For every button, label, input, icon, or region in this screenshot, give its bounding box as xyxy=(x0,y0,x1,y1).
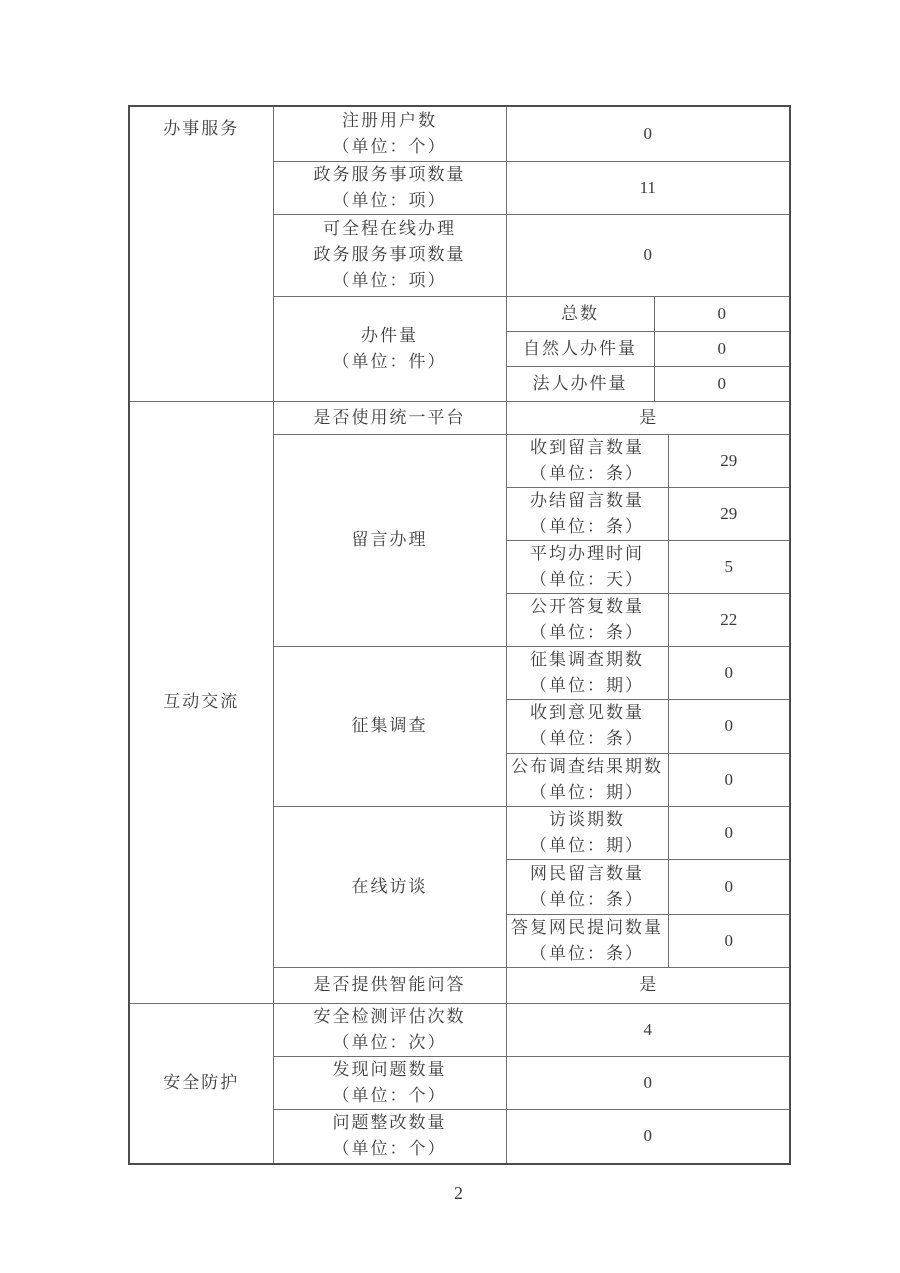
sub-label-opinions-received xyxy=(506,699,668,753)
unit-line: （单位：个） xyxy=(332,1085,447,1105)
label-line: 公开答复数量 xyxy=(530,596,644,616)
label-line: 安全检测评估次数 xyxy=(313,1006,466,1026)
section-label-banshi-fuwu: 办事服务 xyxy=(129,106,273,401)
row-value-problems-found: 0 xyxy=(506,1056,790,1109)
row-value-security-checks: 4 xyxy=(506,1003,790,1056)
label-line: 发现问题数量 xyxy=(332,1059,447,1079)
row-label-unified-platform: 是否使用统一平台 xyxy=(273,401,506,434)
row-value-problems-fixed: 0 xyxy=(506,1109,790,1164)
group-label-zhengji-diaocha: 征集调查 xyxy=(273,646,506,806)
label-line: 办结留言数量 xyxy=(530,490,644,510)
sub-value-netizen-replies: 0 xyxy=(668,914,790,967)
row-value-service-items: 11 xyxy=(506,161,790,214)
unit-line: （单位：条） xyxy=(530,943,644,963)
sub-label-survey-periods xyxy=(506,646,668,699)
sub-value-messages-completed: 29 xyxy=(668,487,790,540)
page-number: 2 xyxy=(454,1183,463,1203)
row-value-online-items: 0 xyxy=(506,214,790,296)
unit-line: （单位：条） xyxy=(530,889,644,909)
group-label-zaixian-fangtan: 在线访谈 xyxy=(273,806,506,967)
sub-label-legal-person: 法人办件量 xyxy=(506,366,654,401)
label-line: 答复网民提问数量 xyxy=(511,917,663,937)
row-value-unified-platform: 是 xyxy=(506,401,790,434)
label-line: 可全程在线办理 xyxy=(323,219,456,238)
label-line: 访谈期数 xyxy=(549,809,625,829)
group-label-banjianliang xyxy=(273,296,506,401)
unit-line: （单位：个） xyxy=(332,1139,447,1159)
sub-label-netizen-replies xyxy=(506,914,668,967)
group-label-liuyan-banli: 留言办理 xyxy=(273,434,506,646)
unit-line: （单位：期） xyxy=(530,835,644,855)
sub-value-public-replies: 22 xyxy=(668,593,790,646)
label-line: 公布调查结果期数 xyxy=(511,756,663,776)
sub-value-netizen-messages: 0 xyxy=(668,859,790,914)
row-label-smart-qa: 是否提供智能问答 xyxy=(273,967,506,1003)
section-label-hudong-jiaoliu: 互动交流 xyxy=(129,401,273,1003)
unit-line: （单位：个） xyxy=(332,136,447,156)
unit-line: （单位：期） xyxy=(530,782,644,802)
unit-line: （单位：项） xyxy=(332,271,447,290)
table-row xyxy=(129,106,790,161)
row-label-service-items xyxy=(273,161,506,214)
sub-value-survey-periods: 0 xyxy=(668,646,790,699)
sub-value-messages-received: 29 xyxy=(668,434,790,487)
label-line: 办件量 xyxy=(361,325,418,345)
label-line: 网民留言数量 xyxy=(530,863,644,883)
unit-line: （单位：条） xyxy=(530,729,644,748)
row-value-smart-qa: 是 xyxy=(506,967,790,1003)
unit-line: （单位：件） xyxy=(332,351,447,371)
sub-value-total: 0 xyxy=(654,296,790,331)
label-line: 问题整改数量 xyxy=(332,1113,447,1133)
label-line: 注册用户数 xyxy=(342,110,437,130)
row-label-problems-found xyxy=(273,1056,506,1109)
table-row xyxy=(129,1003,790,1056)
sub-label-messages-received xyxy=(506,434,668,487)
section-label-anquan-fanghu: 安全防护 xyxy=(129,1003,273,1164)
sub-label-messages-completed xyxy=(506,487,668,540)
row-label-online-items xyxy=(273,214,506,296)
sub-value-natural-person: 0 xyxy=(654,331,790,366)
label-line: 征集调查期数 xyxy=(530,649,644,669)
label-line: 政务服务事项数量 xyxy=(313,164,466,184)
table-row xyxy=(129,401,790,434)
sub-value-opinions-received: 0 xyxy=(668,699,790,753)
sub-value-results-published: 0 xyxy=(668,753,790,806)
label-line: 平均办理时间 xyxy=(530,543,644,563)
unit-line: （单位：条） xyxy=(530,516,644,536)
sub-label-avg-handle-time xyxy=(506,540,668,593)
sub-label-natural-person: 自然人办件量 xyxy=(506,331,654,366)
label-line: 收到留言数量 xyxy=(530,437,644,457)
unit-line: （单位：天） xyxy=(530,569,644,589)
sub-value-legal-person: 0 xyxy=(654,366,790,401)
row-value-registered-users: 0 xyxy=(506,106,790,161)
sub-label-public-replies xyxy=(506,593,668,646)
sub-value-interview-periods: 0 xyxy=(668,806,790,859)
label-line: 收到意见数量 xyxy=(530,703,644,722)
unit-line: （单位：项） xyxy=(332,190,447,210)
unit-line: （单位：条） xyxy=(530,622,644,642)
annual-report-table xyxy=(128,105,791,1165)
sub-value-avg-handle-time: 5 xyxy=(668,540,790,593)
unit-line: （单位：次） xyxy=(332,1032,447,1052)
sub-label-results-published xyxy=(506,753,668,806)
row-label-problems-fixed xyxy=(273,1109,506,1164)
row-label-security-checks xyxy=(273,1003,506,1056)
row-label-registered-users xyxy=(273,106,506,161)
label-line: 政务服务事项数量 xyxy=(313,245,466,264)
sub-label-interview-periods xyxy=(506,806,668,859)
sub-label-total: 总数 xyxy=(506,296,654,331)
sub-label-netizen-messages xyxy=(506,859,668,914)
unit-line: （单位：期） xyxy=(530,675,644,695)
unit-line: （单位：条） xyxy=(530,463,644,483)
